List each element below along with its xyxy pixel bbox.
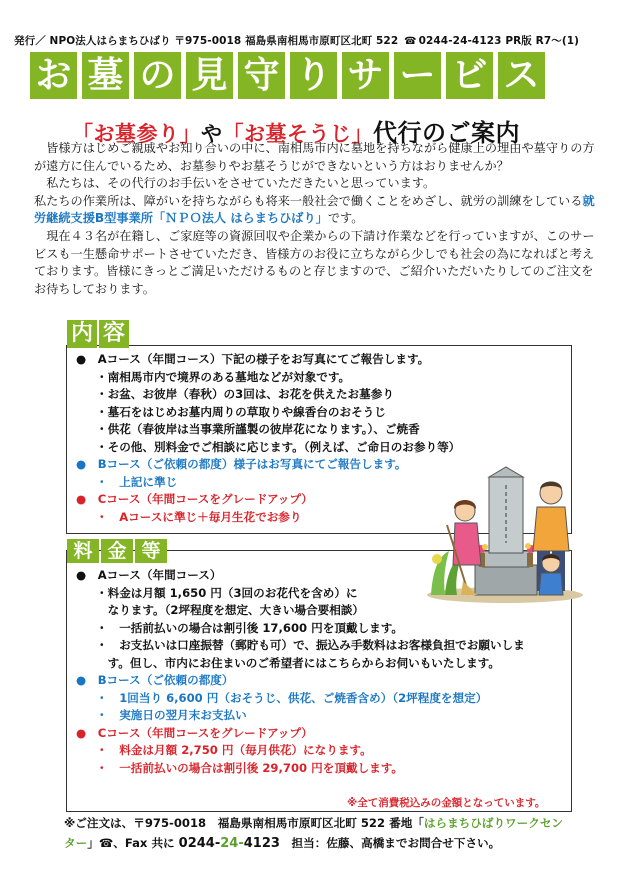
list-item: ・お盆、お彼岸（春秋）の3回は、お花を供えたお墓参り	[96, 387, 394, 401]
title-char: お	[30, 52, 77, 99]
list-item: ・ Aコースに準じ＋毎月生花でお参り	[96, 509, 302, 524]
title-char: の	[134, 52, 181, 99]
list-item: ・南相馬市内で境界のある墓地などが対象です。	[96, 369, 351, 384]
heading-char: 等	[135, 539, 167, 563]
edition-label: PR版 R7〜(1)	[501, 35, 580, 47]
list-item: ・ 上記に準じ	[96, 474, 178, 489]
c-course-heading: ● Cコース（年間コースをグレードアップ）	[76, 725, 313, 740]
a-course-heading: ● Aコース（年間コース）下記の様子をお写真にてご報告します。	[76, 352, 430, 366]
family-grave-illustration	[423, 455, 585, 603]
intro-paragraph: 皆様方はじめご親戚やお知り合いの中に、南相馬市内に墓地を持ちながら健康上の理由や墓守りの方が遠方に住んでいるため、お墓参りやお墓そうじができないという方はおりませんか？	[34, 141, 595, 173]
intro-p3-end: です。	[327, 211, 364, 226]
heading-char: 金	[101, 539, 133, 563]
a-course-heading: ● Aコース（年間コース）	[76, 568, 222, 582]
phone-icon: ☎	[404, 36, 417, 47]
subtitle-visit: 「お墓参り」	[72, 122, 201, 146]
heading-char: 容	[99, 320, 129, 348]
footer-text: 、Fax 共に	[113, 836, 179, 850]
content-heading	[67, 320, 129, 348]
intro-text	[34, 140, 600, 298]
org-name-highlight: 就労継続支援B型事業所「ＮＰＯ法人 はらまちひばり」	[34, 193, 595, 226]
title-char: ス	[498, 52, 545, 99]
list-item: ・その他、別料金でご相談に応じます。（例えば、ご命日のお参り等）	[96, 439, 461, 454]
heading-char: 料	[67, 539, 99, 563]
list-item: なります。（2坪程度を想定、大きい場合要相談）	[96, 603, 364, 617]
main-title	[30, 52, 545, 99]
c-course-heading: ● Cコース（年間コースをグレードアップ）	[76, 492, 313, 506]
subtitle-ya: や	[201, 122, 223, 146]
list-item: ・料金は月額 1,650 円（3回のお花代を含め）に	[96, 585, 358, 600]
footer-phone-a: 0244-	[178, 836, 221, 851]
list-item: ・ 一括前払いの場合は割引後 17,600 円を頂戴します。	[96, 620, 403, 635]
footer-contact: 担当：佐藤、高橋までお問合せ下さい。	[279, 836, 501, 850]
list-item: ・ 料金は月額 2,750 円（毎月供花）になります。	[96, 743, 372, 757]
intro-paragraph	[34, 193, 600, 228]
subtitle-cleaning: 「お墓そうじ」	[222, 122, 373, 146]
tax-note: ※全て消費税込みの金額となっています。	[347, 797, 546, 809]
title-char: 墓	[82, 52, 129, 99]
title-char: 守	[238, 52, 285, 99]
title-char: 見	[186, 52, 233, 99]
footer	[64, 813, 574, 854]
b-course-heading: ● Bコース（ご依頼の都度）様子はお写真にてご報告します。	[76, 457, 407, 471]
footer-phone-b: 24-	[220, 836, 244, 851]
list-item: ・ 実施日の翌月末お支払い	[96, 708, 247, 722]
list-item: ・墓石をはじめお墓内周りの草取りや線香台のおそうじ	[96, 404, 386, 419]
subtitle-guide: 代行のご案内	[373, 119, 520, 147]
list-item: す。但し、市内にお住まいのご希望者にはこちらからお伺いもいたします。	[96, 655, 500, 670]
publisher-phone: 0244-24-4123	[418, 35, 502, 47]
title-char: サ	[342, 52, 389, 99]
list-item: ・ 一括前払いの場合は割引後 29,700 円を頂戴します。	[96, 760, 403, 775]
footer-workcenter: はらまちひばりワークセンター	[64, 816, 564, 850]
intro-paragraph: 現在４３名が在籍し、ご家庭等の資源回収や企業からの下請け作業などを行っていますが、このサービスも一生懸命サポートさせていただき、皆様方のお役に立ちながら少しでも社会の為になればと考えております。皆様にきっとご満足いただけるものと存じますので、ご紹介いただいたりしてのご注文をお待ちしております。	[34, 228, 595, 296]
footer-text: ※ご注文は、〒975-0018 福島県南相馬市原町区北町 522 番地「	[64, 816, 424, 830]
footer-phone-c: 4123	[243, 836, 280, 851]
intro-paragraph: 私たちは、その代行のお手伝いをさせていただきたいと思っています。	[46, 176, 436, 191]
phone-icon: ☎	[98, 836, 114, 850]
list-item: ・ 1回当り 6,600 円（おそうじ、供花、ご焼香含め）（2坪程度を想定）	[96, 690, 488, 705]
intro-p3-start: 私たちの作業所は、障がいを持ちながらも将来一般社会で働くことをめざし、就労の訓練をしている	[34, 193, 583, 208]
list-item: ・ お支払いは口座振替（郵貯も可）で、振込み手数料はお客様負担でお願いしま	[96, 638, 525, 652]
title-char: ー	[394, 52, 441, 99]
publisher-text: 発行／ NPO法人はらまちひばり 〒975-0018 福島県南相馬市原町区北町 522	[14, 35, 403, 47]
publisher-line	[14, 33, 579, 48]
title-char: ビ	[446, 52, 493, 99]
footer-text: 」	[87, 836, 99, 850]
fee-heading	[67, 539, 167, 563]
heading-char: 内	[67, 320, 97, 348]
list-item: ・供花（春彼岸は当事業所謹製の彼岸花になります。）、ご焼香	[96, 422, 420, 436]
title-char: り	[290, 52, 337, 99]
b-course-heading: ● Bコース（ご依頼の都度）	[76, 673, 234, 687]
